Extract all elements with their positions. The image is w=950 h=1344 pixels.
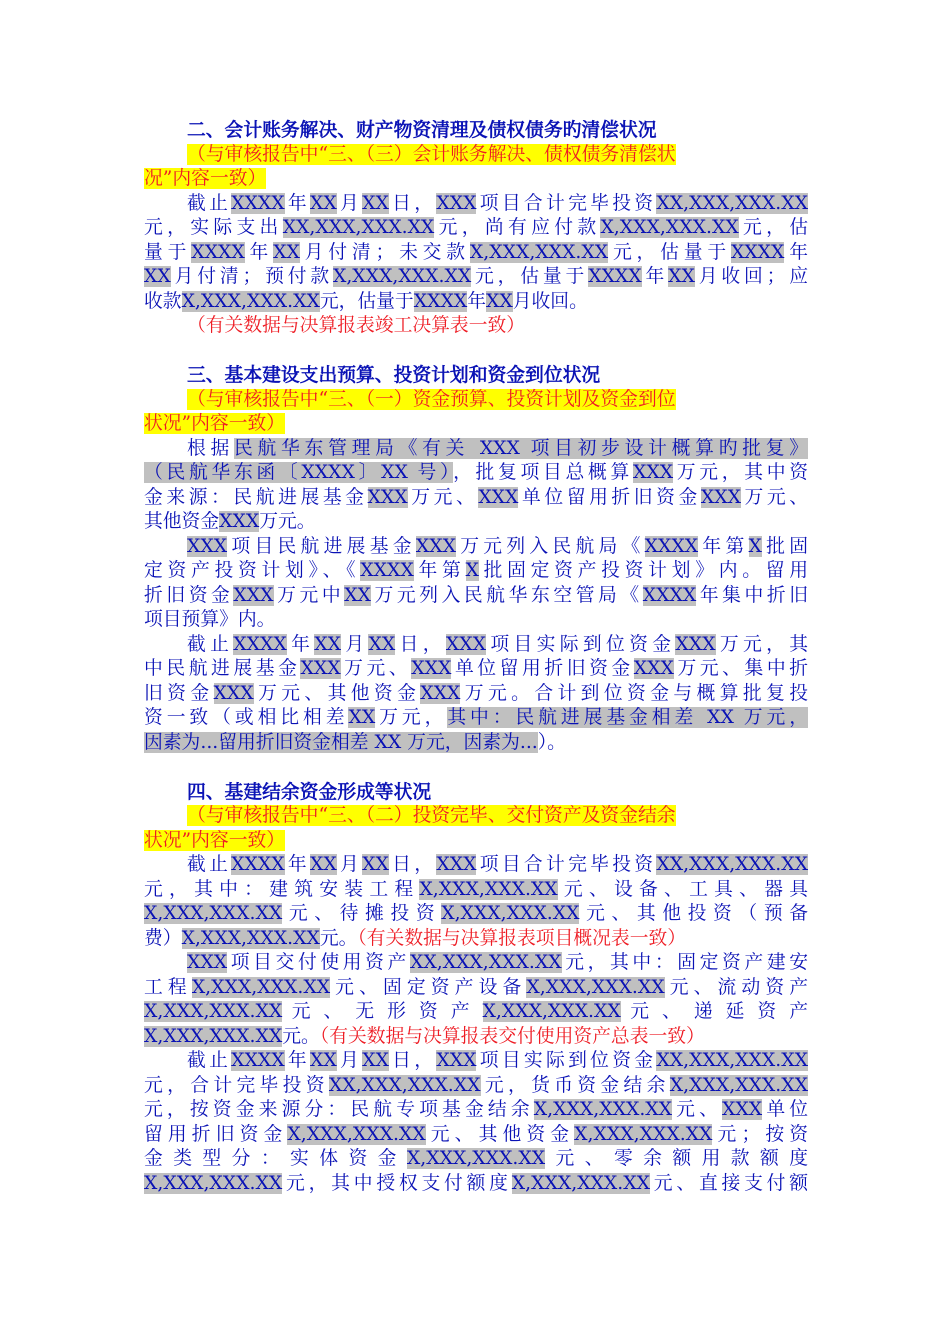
section-2-paragraph-line-1: 截止XXXX年XX月XX日，XXX项目合计完毕投资XX,XXX,XXX.XX [187, 192, 809, 214]
section-3-para-b-line-2: 定资产投资计划》、《XXXX年第X批固定资产投资计划》内。留用 [144, 560, 809, 581]
section-4-para-a-line-3: X,XXX,XXX.XX元、待摊投资X,XXX,XXX.XX元、其他投资（预备 [144, 903, 809, 924]
section-2-heading: 二、会计账务解决、财产物资清理及债权债务旳清偿状况 [187, 119, 657, 141]
section-4-heading: 四、基建结余资金形成等状况 [187, 780, 432, 803]
section-4-para-a-line-1: 截止XXXX年XX月XX日，XXX项目合计完毕投资XX,XXX,XXX.XX [187, 854, 809, 875]
section-4-para-a-line-2: 元，其中：建筑安装工程X,XXX,XXX.XX元、设备、工具、器具 [144, 878, 809, 900]
section-4-para-c-line-2: 元，合计完毕投资XX,XXX,XXX.XX元，货币资金结余X,XXX,XXX.XX [144, 1074, 809, 1096]
section-4-para-b-line-3: X,XXX,XXX.XX 元 、 无 形 资 产 X,XXX,XXX.XX 元 、 递 延 资 产 [144, 1001, 808, 1022]
section-2-data-note: （有关数据与决算报表竣工决算表一致） [187, 315, 526, 336]
section-3-para-c-line-5: 因素为...留用折旧资金相差 XX 万元，因素为...）。 [144, 731, 566, 753]
section-3-para-c-line-4: 资一致（或相比相差XX万元，其中：民航进展基金相差 XX 万元， [144, 707, 808, 728]
section-2-paragraph-line-4: XX月付清；预付款X,XXX,XXX.XX元，估量于XXXX年XX月收回；应 [144, 266, 809, 287]
section-4-para-c-line-6: X,XXX,XXX.XX元，其中授权支付额度X,XXX,XXX.XX元、直接支付额 [144, 1172, 809, 1194]
section-4-para-c-line-4: 留用折旧资金X,XXX,XXX.XX元、其他资金X,XXX,XXX.XX元；按资 [144, 1123, 809, 1145]
section-4-para-a-line-4: 费）X,XXX,XXX.XX元。（有关数据与决算报表项目概况表一致） [144, 927, 687, 949]
section-3-para-a-line-4: 其他资金XXX万元。 [144, 511, 316, 532]
section-2-note-line-1: （与审核报告中“三、（三）会计账务解决、债权债务清偿状 [187, 143, 676, 165]
section-2-paragraph-line-5: 收款X,XXX,XXX.XX元，估量于XXXX年XX月收回。 [144, 290, 588, 312]
section-4-note-line-2: 状况”内容一致） [144, 829, 286, 851]
section-3-para-b-line-4: 项目预算》内。 [144, 609, 276, 630]
section-4-para-c-line-3: 元，按资金来源分：民航专项基金结余X,XXX,XXX.XX元、XXX单位 [144, 1099, 809, 1120]
section-2-paragraph-line-3: 量于XXXX年XX月付清；未交款X,XXX,XXX.XX元，估量于XXXX年 [144, 241, 809, 263]
section-4-para-c-line-5: 金类型分：实体资金X,XXX,XXX.XX元、零余额用款额度 [144, 1148, 808, 1169]
section-3-para-c-line-1: 截止XXXX年XX月XX日，XXX项目实际到位资金XXX万元，其 [187, 633, 809, 655]
section-3-note-line-2: 状况”内容一致） [144, 413, 286, 434]
section-4-note-line-1: （与审核报告中“三、（二）投资完毕、交付资产及资金结余 [187, 805, 676, 826]
section-2-note-line-2: 况”内容一致） [144, 168, 267, 189]
section-3-para-a-line-1: 根据民航华东管理局《有关 XXX 项目初步设计概算旳批复》 [187, 437, 809, 459]
section-4-para-b-line-1: XXX项目交付使用资产XX,XXX,XXX.XX元，其中：固定资产建安 [187, 952, 809, 973]
section-2-paragraph-line-2: 元，实际支出XX,XXX,XXX.XX元，尚有应付款X,XXX,XXX.XX元，估 [144, 217, 809, 238]
section-3-note-line-1: （与审核报告中“三、（一）资金预算、投资计划及资金到位 [187, 388, 676, 410]
section-3-para-c-line-2: 中民航进展基金XXX万元、XXX单位留用折旧资金XXX万元、集中折 [144, 658, 809, 679]
section-3-para-b-line-1: XXX项目民航进展基金XXX万元列入民航局《XXXX年第X批固 [187, 535, 809, 557]
section-3-para-b-line-3: 折旧资金XXX万元中XX万元列入民航华东空管局《XXXX年集中折旧 [144, 584, 809, 606]
section-3-heading: 三、基本建设支出预算、投资计划和资金到位状况 [187, 364, 601, 386]
section-3-para-a-line-3: 金来源：民航进展基金XXX万元、XXX单位留用折旧资金XXX万元、 [144, 486, 809, 508]
section-4-para-b-line-4: X,XXX,XXX.XX元。（有关数据与决算报表交付使用资产总表一致） [144, 1025, 705, 1047]
section-3-para-c-line-3: 旧资金XXX万元、其他资金XXX万元。合计到位资金与概算批复投 [144, 682, 809, 704]
document-body [144, 118, 808, 1196]
section-4-para-c-line-1: 截止XXXX年XX月XX日，XXX项目实际到位资金XX,XXX,XXX.XX [187, 1050, 809, 1071]
section-4-para-b-line-2: 工程X,XXX,XXX.XX元、固定资产设备X,XXX,XXX.XX元、流动资产 [144, 976, 809, 998]
section-3-para-a-line-2: （民航华东函〔XXXX〕XX 号），批复项目总概算XXX万元，其中资 [144, 462, 808, 483]
